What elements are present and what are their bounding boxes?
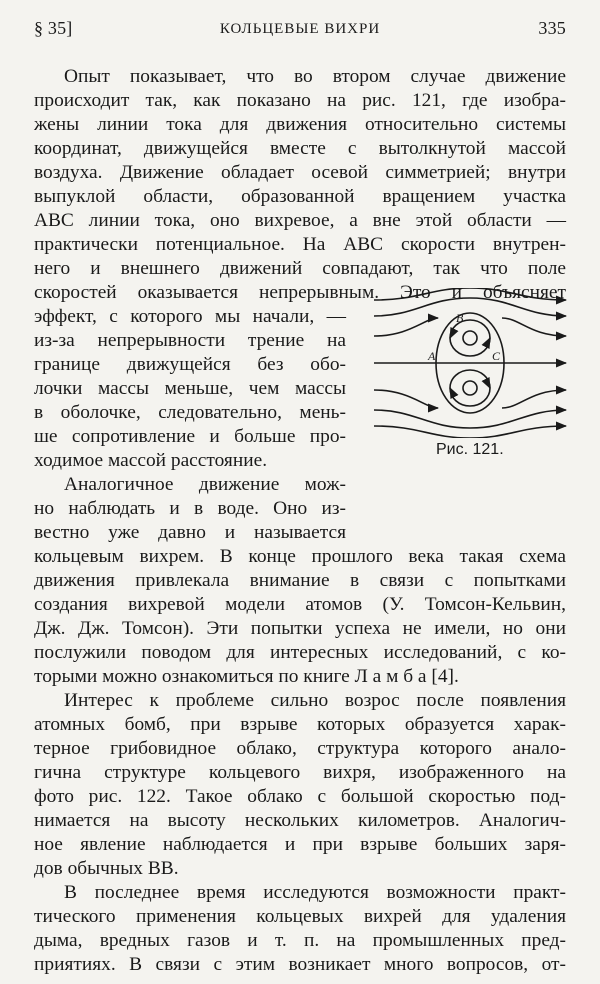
text-line: жены линии тока для движения относительно системы bbox=[34, 114, 566, 135]
text-line: ное явление наблюдается и при взрыве больших заря- bbox=[34, 834, 566, 855]
text-line: ше сопротивление и больше про- bbox=[34, 426, 346, 447]
streamline bbox=[374, 390, 438, 408]
text-line: дыма, вредных газов и т. п. на промышленных пред- bbox=[34, 930, 566, 951]
page-number: 335 bbox=[538, 18, 566, 38]
text-line: выпуклой области, образованной вращением участка bbox=[34, 186, 566, 207]
text-line: скоростей оказывается непрерывным. Это и объясняет bbox=[34, 282, 566, 303]
text-line: из-за непрерывности трение на bbox=[34, 330, 346, 351]
text-line: создания вихревой модели атомов (У. Томсон-Кельвин, bbox=[34, 594, 566, 615]
text-line: дов обычных ВВ. bbox=[34, 858, 179, 879]
label-b: B bbox=[456, 311, 464, 325]
text-line: Дж. Дж. Томсон). Эти попытки успеха не имели, но они bbox=[34, 618, 566, 639]
text-line: границе движущейся без обо- bbox=[34, 354, 346, 375]
text-line: терное грибовидное облако, структура которого анало- bbox=[34, 738, 566, 759]
text-line: нимается на высоту нескольких километров. Аналогич- bbox=[34, 810, 566, 831]
text-line: кольцевым вихрем. В конце прошлого века такая схема bbox=[34, 546, 566, 567]
streamline bbox=[502, 390, 566, 408]
text-line: воздуха. Движение обладает осевой симметрией; внутри bbox=[34, 162, 566, 183]
text-line: вестно уже давно и называется bbox=[34, 522, 346, 543]
vortex-core-bottom bbox=[450, 370, 490, 406]
text-line: атомных бомб, при взрыве которых образуется харак- bbox=[34, 714, 566, 735]
text-line: ABC линии тока, оно вихревое, а вне этой области — bbox=[34, 210, 566, 231]
vortex-core-top bbox=[450, 320, 490, 356]
streamline bbox=[374, 318, 438, 336]
text-line: происходит так, как показано на рис. 121, где изобра- bbox=[34, 90, 566, 111]
text-line: ходимое массой расстояние. bbox=[34, 450, 268, 471]
text-line: гична структуре кольцевого вихря, изображенного на bbox=[34, 762, 566, 783]
text-line: фото рис. 122. Такое облако с большой скоростью под- bbox=[34, 786, 566, 807]
text-line: движения привлекала внимание в связи с попытками bbox=[34, 570, 566, 591]
section-number: § 35] bbox=[34, 18, 73, 38]
text-line: лочки массы меньше, чем массы bbox=[34, 378, 346, 399]
text-line: практически потенциальное. На ABC скорости внутрен- bbox=[34, 234, 566, 255]
running-title: КОЛЬЦЕВЫЕ ВИХРИ bbox=[219, 21, 381, 37]
text-line: Аналогичное движение мож- bbox=[64, 474, 346, 495]
text-line: приятиях. В связи с этим возникает много вопросов, от- bbox=[34, 954, 566, 975]
text-line: но наблюдать и в воде. Оно из- bbox=[34, 498, 346, 519]
text-line: в оболочке, следовательно, мень- bbox=[34, 402, 346, 423]
text-line: него и внешнего движений совпадают, так что поле bbox=[34, 258, 566, 279]
label-c: C bbox=[492, 349, 501, 363]
text-line: эффект, с которого мы начали, — bbox=[34, 306, 346, 327]
text-line: Опыт показывает, что во втором случае движение bbox=[64, 66, 566, 87]
streamline-figure bbox=[370, 288, 570, 438]
streamline bbox=[502, 318, 566, 336]
text-line: торыми можно ознакомиться по книге Л а м б а [4]. bbox=[34, 666, 459, 687]
figure-caption: Рис. 121. bbox=[436, 441, 504, 458]
text-line: Интерес к проблеме сильно возрос после появления bbox=[64, 690, 566, 711]
text-line: координат, движущейся вместе с вытолкнутой массой bbox=[34, 138, 566, 159]
label-a: A bbox=[428, 349, 436, 363]
text-line: тического применения кольцевых вихрей для удаления bbox=[34, 906, 566, 927]
text-line: В последнее время исследуются возможности практ- bbox=[64, 882, 566, 903]
text-line: послужили поводом для интересных исследований, с ко- bbox=[34, 642, 566, 663]
